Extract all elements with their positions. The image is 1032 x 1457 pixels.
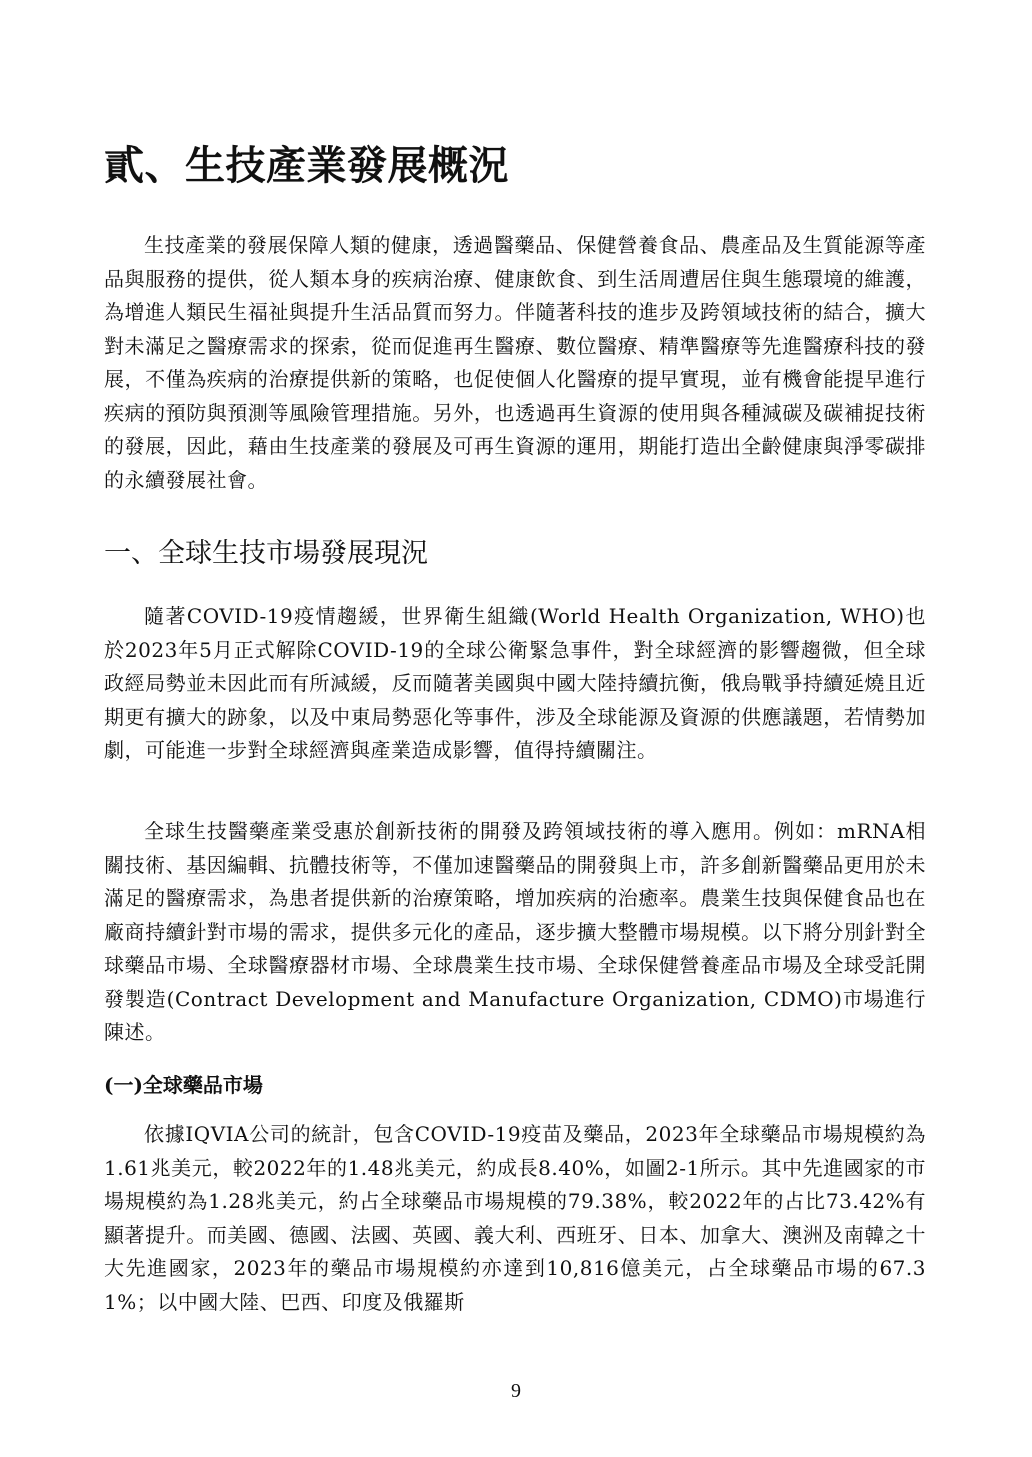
chapter-title: 貳、生技產業發展概況 (104, 143, 509, 189)
section-title: 一、全球生技市場發展現況 (104, 538, 428, 569)
intro-paragraph: 生技產業的發展保障人類的健康，透過醫藥品、保健營養食品、農產品及生質能源等產品與服務的提供，從人類本身的疾病治療、健康飲食、到生活周遭居住與生態環境的維護，為增進人類民生福祉與提升生活品質而努力。伴隨著科技的進步及跨領域技術的結合，擴大對未滿足之醫療需求的探索，從而促進再生醫療、數位醫療、精準醫療等先進醫療科技的發展，不僅為疾病的治療提供新的策略，也促使個人化醫療的提早實現，並有機會能提早進行疾病的預防與預測等風險管理措施。另外，也透過再生資源的使用與各種減碳及碳補捉技術的發展，因此，藉由生技產業的發展及可再生資源的運用，期能打造出全齡健康與淨零碳排的永續發展社會。 (104, 233, 926, 492)
subsection-paragraph: 依據IQVIA公司的統計，包含COVID-19疫苗及藥品，2023年全球藥品市場規模約為1.61兆美元，較2022年的1.48兆美元，約成長8.40%，如圖2-1所示。其中先進國家的市場規模約為1.28兆美元，約占全球藥品市場規模的79.38%，較2022年的占比73.42%有顯著提升。而美國、德國、法國、英國、義大利、西班牙、日本、加拿大、澳洲及南韓之十大先進國家，2023年的藥品市場規模約亦達到10,816億美元，占全球藥品市場的67.31%；以中國大陸、巴西、印度及俄羅斯 (104, 1122, 926, 1314)
subsection-title: (一)全球藥品市場 (104, 1073, 263, 1097)
page-number: 9 (511, 1380, 521, 1402)
section-paragraph-2: 全球生技醫藥產業受惠於創新技術的開發及跨領域技術的導入應用。例如：mRNA相關技術、基因編輯、抗體技術等，不僅加速醫藥品的開發與上市，許多創新醫藥品更用於未滿足的醫療需求，為患者提供新的治療策略，增加疾病的治癒率。農業生技與保健食品也在廠商持續針對市場的需求，提供多元化的產品，逐步擴大整體市場規模。以下將分別針對全球藥品市場、全球醫療器材市場、全球農業生技市場、全球保健營養產品市場及全球受託開發製造(Contract Development and Manufacture Organization, CDMO)市場進行陳述。 (104, 819, 926, 1044)
section-paragraph-1: 隨著COVID-19疫情趨緩，世界衛生組織(World Health Organization, WHO)也於2023年5月正式解除COVID-19的全球公衛緊急事件，對全球經濟的影響趨微，但全球政經局勢並未因此而有所減緩，反而隨著美國與中國大陸持續抗衡，俄烏戰爭持續延燒且近期更有擴大的跡象，以及中東局勢惡化等事件，涉及全球能源及資源的供應議題，若情勢加劇，可能進一步對全球經濟與產業造成影響，值得持續關注。 (104, 604, 926, 762)
